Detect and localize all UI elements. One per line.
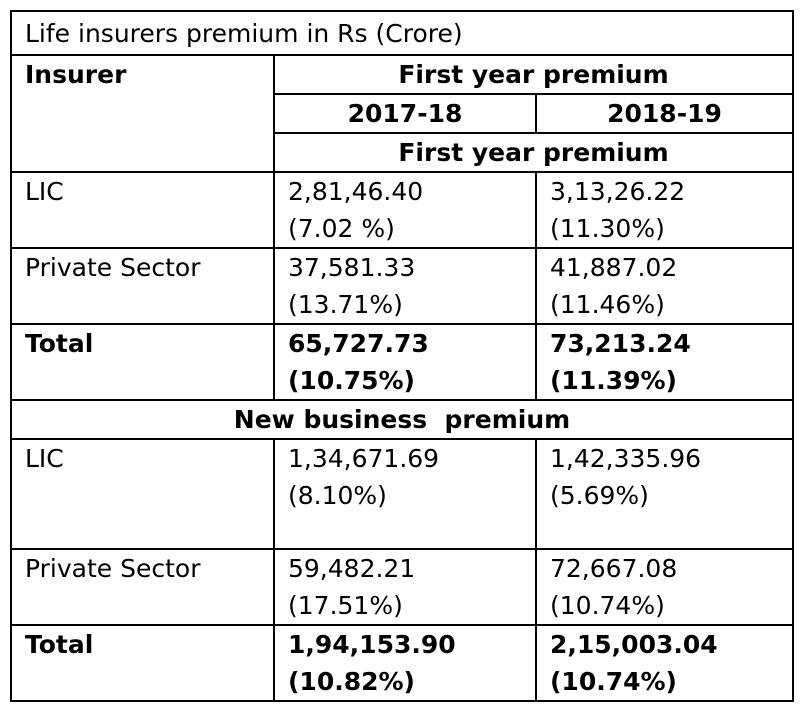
- header-row-1: [11, 55, 793, 94]
- value-growth: (11.30%): [550, 214, 665, 243]
- value-growth: (13.71%): [288, 290, 403, 319]
- value-growth: (10.74%): [550, 591, 665, 620]
- row-value-2018-19: [536, 439, 793, 549]
- row-value-2017-18: [274, 549, 536, 625]
- value-amount: 1,42,335.96: [550, 444, 702, 473]
- value-amount: 41,887.02: [550, 253, 678, 282]
- row-insurer: LIC: [11, 172, 274, 248]
- row-value-2018-19: [536, 172, 793, 248]
- table-row: [11, 549, 793, 625]
- row-value-2018-19: [536, 549, 793, 625]
- value-growth: (17.51%): [288, 591, 403, 620]
- value-amount: 2,15,003.04: [550, 630, 718, 659]
- value-amount: 73,213.24: [550, 329, 691, 358]
- value-amount: 1,94,153.90: [288, 630, 456, 659]
- value-growth: (10.74%): [550, 667, 677, 696]
- table-title-row: [11, 11, 793, 55]
- table-row-total: [11, 625, 793, 701]
- row-value-2018-19: [536, 324, 793, 400]
- value-amount: 2,81,46.40: [288, 177, 424, 206]
- value-growth: (11.46%): [550, 290, 665, 319]
- row-insurer: Total: [11, 625, 274, 701]
- value-amount: 3,13,26.22: [550, 177, 686, 206]
- value-amount: 37,581.33: [288, 253, 416, 282]
- premium-table-container: [10, 10, 794, 702]
- value-growth: (10.75%): [288, 366, 415, 395]
- row-insurer: LIC: [11, 439, 274, 549]
- value-growth: (5.69%): [550, 481, 649, 510]
- row-value-2017-18: [274, 625, 536, 701]
- year-header-2018-19: 2018-19: [536, 94, 793, 133]
- value-growth: (8.10%): [288, 481, 387, 510]
- value-amount: 1,34,671.69: [288, 444, 440, 473]
- premium-table: [10, 10, 794, 702]
- table-row-total: [11, 324, 793, 400]
- row-value-2017-18: [274, 439, 536, 549]
- value-growth: (7.02 %): [288, 214, 395, 243]
- table-title: Life insurers premium in Rs (Crore): [11, 11, 793, 55]
- table-row: [11, 248, 793, 324]
- value-growth: (10.82%): [288, 667, 415, 696]
- value-growth: (11.39%): [550, 366, 677, 395]
- insurer-header: Insurer: [11, 55, 274, 172]
- row-value-2018-19: [536, 248, 793, 324]
- row-value-2017-18: [274, 248, 536, 324]
- table-row: [11, 172, 793, 248]
- section-label-first-year: First year premium: [274, 133, 793, 172]
- section-label-new-business: New business premium: [11, 400, 793, 439]
- row-value-2017-18: [274, 324, 536, 400]
- value-amount: 59,482.21: [288, 554, 416, 583]
- row-insurer: Total: [11, 324, 274, 400]
- row-value-2018-19: [536, 625, 793, 701]
- table-row: [11, 439, 793, 549]
- group-header: First year premium: [274, 55, 793, 94]
- value-amount: 72,667.08: [550, 554, 678, 583]
- value-amount: 65,727.73: [288, 329, 429, 358]
- row-value-2017-18: [274, 172, 536, 248]
- row-insurer: Private Sector: [11, 248, 274, 324]
- year-header-2017-18: 2017-18: [274, 94, 536, 133]
- section-header-new-business: [11, 400, 793, 439]
- row-insurer: Private Sector: [11, 549, 274, 625]
